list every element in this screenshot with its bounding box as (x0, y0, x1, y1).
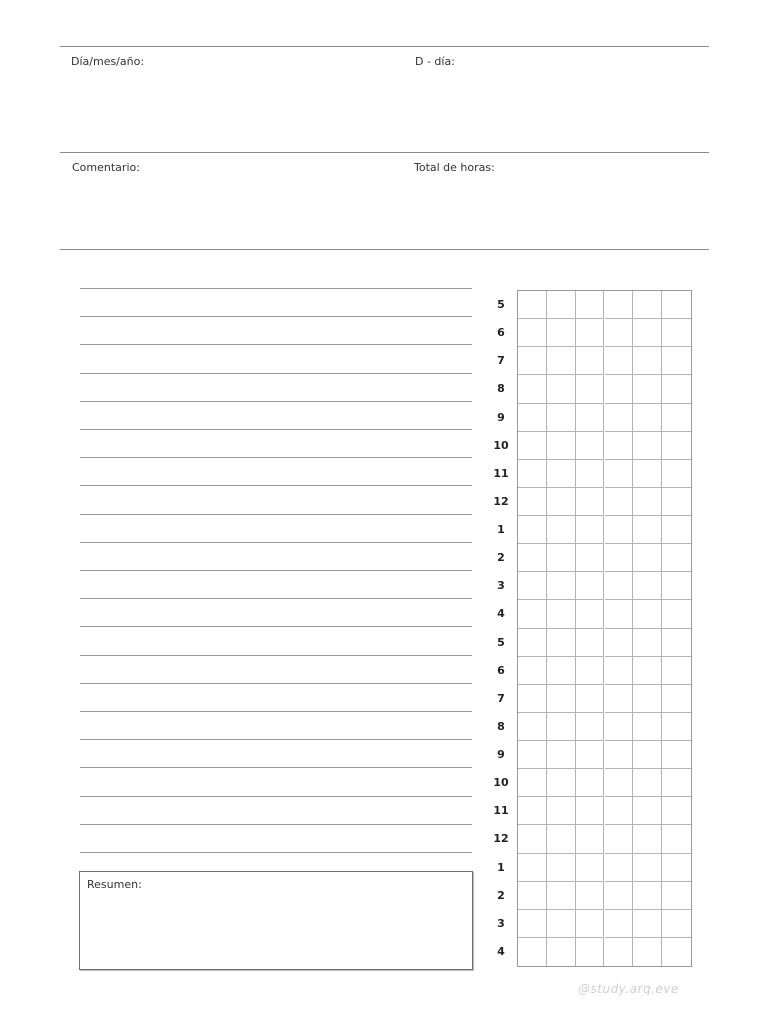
hour-grid-cell[interactable] (605, 629, 634, 657)
summary-label: Resumen: (87, 878, 142, 891)
hour-grid-cell[interactable] (518, 572, 547, 600)
notes-line[interactable] (80, 288, 472, 289)
hour-grid-cell[interactable] (633, 657, 662, 685)
hour-grid-cell[interactable] (662, 572, 691, 600)
hour-grid-cell[interactable] (605, 825, 634, 853)
hour-grid-cell[interactable] (605, 404, 634, 432)
hour-grid-cell[interactable] (662, 319, 691, 347)
hour-grid-cell[interactable] (576, 347, 605, 375)
hour-grid-cell[interactable] (662, 404, 691, 432)
hour-grid-cell[interactable] (633, 347, 662, 375)
hour-grid-cell[interactable] (547, 769, 576, 797)
hour-grid-cell[interactable] (518, 319, 547, 347)
hour-label: 10 (493, 776, 509, 790)
hour-grid-cell[interactable] (547, 347, 576, 375)
hour-grid-cell[interactable] (576, 713, 605, 741)
hour-grid-cell[interactable] (605, 797, 634, 825)
notes-line[interactable] (80, 457, 472, 458)
hour-grid-cell[interactable] (518, 657, 547, 685)
notes-line[interactable] (80, 570, 472, 571)
hour-grid-cell[interactable] (547, 741, 576, 769)
hour-grid-cell[interactable] (518, 713, 547, 741)
notes-line[interactable] (80, 316, 472, 317)
hour-grid-cell[interactable] (576, 769, 605, 797)
hour-grid-cell[interactable] (518, 938, 547, 966)
notes-line[interactable] (80, 824, 472, 825)
hour-grid-cell[interactable] (547, 854, 576, 882)
hour-grid-cell[interactable] (662, 741, 691, 769)
hour-label: 4 (497, 607, 505, 621)
hour-tracker-grid[interactable] (517, 290, 692, 967)
hour-grid-cell[interactable] (576, 291, 605, 319)
hour-label: 8 (497, 719, 505, 733)
hour-grid-cell[interactable] (633, 741, 662, 769)
hour-grid-cell[interactable] (633, 600, 662, 628)
hour-grid-cell[interactable] (662, 544, 691, 572)
hour-grid-cell[interactable] (662, 854, 691, 882)
hour-grid-cell[interactable] (547, 544, 576, 572)
hour-grid-cell[interactable] (576, 375, 605, 403)
hour-grid-cell[interactable] (605, 516, 634, 544)
notes-line[interactable] (80, 514, 472, 515)
hour-label: 7 (497, 354, 505, 368)
notes-line[interactable] (80, 655, 472, 656)
watermark-handle: @study.arq.eve (578, 982, 679, 996)
notes-line[interactable] (80, 626, 472, 627)
hour-grid-cell[interactable] (662, 797, 691, 825)
hour-label: 11 (493, 804, 509, 818)
hour-grid-cell[interactable] (518, 910, 547, 938)
hour-label: 7 (497, 691, 505, 705)
hour-grid-cell[interactable] (576, 319, 605, 347)
hour-label: 5 (497, 298, 505, 311)
hour-grid-cell[interactable] (576, 910, 605, 938)
hour-label: 11 (493, 466, 509, 480)
hour-grid-cell[interactable] (662, 910, 691, 938)
hour-grid-cell[interactable] (605, 347, 634, 375)
hour-grid-cell[interactable] (518, 797, 547, 825)
hour-grid-cell[interactable] (547, 432, 576, 460)
hour-grid-cell[interactable] (633, 769, 662, 797)
hour-label: 9 (497, 748, 505, 761)
hour-grid-cell[interactable] (576, 572, 605, 600)
hour-grid-cell[interactable] (633, 713, 662, 741)
notes-line[interactable] (80, 852, 472, 853)
hour-grid-cell[interactable] (547, 291, 576, 319)
hour-grid-cell[interactable] (605, 854, 634, 882)
hour-grid-cell[interactable] (547, 460, 576, 488)
hour-label: 2 (497, 551, 505, 565)
hour-grid-cell[interactable] (518, 460, 547, 488)
hour-grid-cell[interactable] (662, 938, 691, 966)
hour-label: 1 (497, 860, 505, 874)
hour-grid-cell[interactable] (662, 347, 691, 375)
hour-label: 5 (497, 635, 505, 649)
hour-grid-cell[interactable] (576, 516, 605, 544)
hour-grid-cell[interactable] (633, 938, 662, 966)
hour-grid-cell[interactable] (633, 460, 662, 488)
hour-label: 6 (497, 326, 505, 340)
hour-grid-cell[interactable] (518, 488, 547, 516)
hour-label: 9 (497, 410, 505, 424)
date-field-label: Día/mes/año: (71, 55, 145, 68)
hour-grid-cell[interactable] (576, 741, 605, 769)
hour-grid-cell[interactable] (576, 544, 605, 572)
hour-grid-cell[interactable] (518, 769, 547, 797)
hour-grid-cell[interactable] (605, 713, 634, 741)
hour-grid-cell[interactable] (662, 600, 691, 628)
hour-grid-cell[interactable] (605, 938, 634, 966)
summary-box[interactable] (79, 871, 473, 970)
hour-grid-cell[interactable] (633, 404, 662, 432)
notes-line[interactable] (80, 401, 472, 402)
hour-grid-cell[interactable] (518, 432, 547, 460)
hour-grid-cell[interactable] (576, 432, 605, 460)
hour-grid-cell[interactable] (547, 516, 576, 544)
hour-grid-cell[interactable] (547, 797, 576, 825)
header-top-rule (60, 46, 709, 47)
hour-grid-cell[interactable] (633, 544, 662, 572)
hour-grid-cell[interactable] (605, 432, 634, 460)
hour-grid-cell[interactable] (633, 572, 662, 600)
hour-grid-cell[interactable] (605, 291, 634, 319)
hour-grid-cell[interactable] (605, 882, 634, 910)
hour-grid-cell[interactable] (547, 600, 576, 628)
hour-grid-cell[interactable] (633, 910, 662, 938)
hour-label: 6 (497, 663, 505, 677)
hour-grid-cell[interactable] (518, 347, 547, 375)
header-bottom-rule (60, 249, 709, 250)
notes-line[interactable] (80, 542, 472, 543)
hour-grid-cell[interactable] (633, 319, 662, 347)
hour-grid-cell[interactable] (576, 685, 605, 713)
hour-label: 8 (497, 382, 505, 396)
hour-grid-cell[interactable] (576, 882, 605, 910)
hour-grid-cell[interactable] (547, 319, 576, 347)
hour-grid-cell[interactable] (662, 882, 691, 910)
hour-grid-cell[interactable] (576, 854, 605, 882)
hour-grid-cell[interactable] (518, 291, 547, 319)
hour-grid-cell[interactable] (662, 291, 691, 319)
hour-grid-cell[interactable] (605, 741, 634, 769)
hour-grid-cell[interactable] (633, 516, 662, 544)
hour-grid-cell[interactable] (605, 460, 634, 488)
hour-grid-cell[interactable] (662, 825, 691, 853)
hour-label: 3 (497, 916, 505, 930)
hour-grid-cell[interactable] (605, 600, 634, 628)
notes-line[interactable] (80, 711, 472, 712)
hour-grid-cell[interactable] (576, 488, 605, 516)
hour-grid-cell[interactable] (547, 825, 576, 853)
hour-label: 3 (497, 579, 505, 593)
hour-grid-cell[interactable] (662, 432, 691, 460)
hour-grid-cell[interactable] (662, 488, 691, 516)
hour-grid-cell[interactable] (518, 741, 547, 769)
hour-grid-cell[interactable] (633, 825, 662, 853)
hour-grid-cell[interactable] (518, 404, 547, 432)
hour-grid-cell[interactable] (633, 432, 662, 460)
day-field-label: D - día: (415, 55, 455, 68)
hour-label: 2 (497, 888, 505, 902)
hour-grid-cell[interactable] (547, 375, 576, 403)
hour-grid-cell[interactable] (605, 685, 634, 713)
hour-grid-cell[interactable] (547, 629, 576, 657)
notes-line[interactable] (80, 683, 472, 684)
hour-grid-cell[interactable] (662, 516, 691, 544)
hour-grid-cell[interactable] (518, 825, 547, 853)
hour-grid-cell[interactable] (518, 685, 547, 713)
hour-label: 12 (493, 494, 509, 508)
hour-grid-cell[interactable] (662, 657, 691, 685)
hour-grid-cell[interactable] (547, 488, 576, 516)
hour-label: 12 (493, 832, 509, 846)
hour-grid-cell[interactable] (605, 572, 634, 600)
notes-line[interactable] (80, 344, 472, 345)
hour-grid-cell[interactable] (518, 629, 547, 657)
hour-grid-cell[interactable] (547, 938, 576, 966)
hour-grid-cell[interactable] (662, 713, 691, 741)
hour-grid-cell[interactable] (662, 629, 691, 657)
hour-grid-cell[interactable] (518, 375, 547, 403)
hour-grid-cell[interactable] (662, 460, 691, 488)
hour-grid-cell[interactable] (605, 319, 634, 347)
hour-grid-cell[interactable] (605, 375, 634, 403)
hour-grid-cell[interactable] (633, 291, 662, 319)
notes-line[interactable] (80, 796, 472, 797)
hour-grid-cell[interactable] (662, 769, 691, 797)
notes-line[interactable] (80, 429, 472, 430)
hour-label: 1 (497, 523, 505, 536)
hour-label: 4 (497, 944, 505, 958)
hour-grid-cell[interactable] (605, 657, 634, 685)
hour-grid-cell[interactable] (547, 657, 576, 685)
hour-grid-cell[interactable] (633, 375, 662, 403)
hour-grid-cell[interactable] (605, 544, 634, 572)
hour-grid-cell[interactable] (576, 629, 605, 657)
hour-grid-cell[interactable] (633, 854, 662, 882)
notes-line[interactable] (80, 485, 472, 486)
hour-grid-cell[interactable] (576, 797, 605, 825)
hour-grid-cell[interactable] (576, 825, 605, 853)
hour-grid-cell[interactable] (633, 797, 662, 825)
hour-grid-cell[interactable] (547, 685, 576, 713)
total-hours-field-label: Total de horas: (414, 161, 495, 174)
hour-grid-cell[interactable] (633, 685, 662, 713)
hour-grid-cell[interactable] (518, 882, 547, 910)
hour-grid-cell[interactable] (547, 572, 576, 600)
hour-grid-cell[interactable] (547, 882, 576, 910)
hour-grid-cell[interactable] (662, 375, 691, 403)
header-middle-rule (60, 152, 709, 153)
notes-line[interactable] (80, 598, 472, 599)
hour-grid-cell[interactable] (547, 404, 576, 432)
hour-grid-cell[interactable] (633, 882, 662, 910)
hour-grid-cell[interactable] (633, 488, 662, 516)
comment-field-label: Comentario: (72, 161, 140, 174)
hour-grid-cell[interactable] (547, 713, 576, 741)
hour-grid-cell[interactable] (547, 910, 576, 938)
hour-grid-cell[interactable] (576, 404, 605, 432)
hour-grid-cell[interactable] (518, 516, 547, 544)
hour-grid-cell[interactable] (576, 938, 605, 966)
hour-grid-cell[interactable] (576, 657, 605, 685)
hour-grid-cell[interactable] (662, 685, 691, 713)
hour-grid-cell[interactable] (518, 854, 547, 882)
notes-line[interactable] (80, 767, 472, 768)
hour-grid-cell[interactable] (576, 600, 605, 628)
notes-line[interactable] (80, 739, 472, 740)
hour-grid-cell[interactable] (518, 544, 547, 572)
hour-grid-cell[interactable] (605, 769, 634, 797)
hour-label: 10 (493, 438, 509, 452)
notes-line[interactable] (80, 373, 472, 374)
hour-grid-cell[interactable] (605, 910, 634, 938)
hour-grid-cell[interactable] (605, 488, 634, 516)
hour-grid-cell[interactable] (633, 629, 662, 657)
hour-grid-cell[interactable] (576, 460, 605, 488)
hour-grid-cell[interactable] (518, 600, 547, 628)
